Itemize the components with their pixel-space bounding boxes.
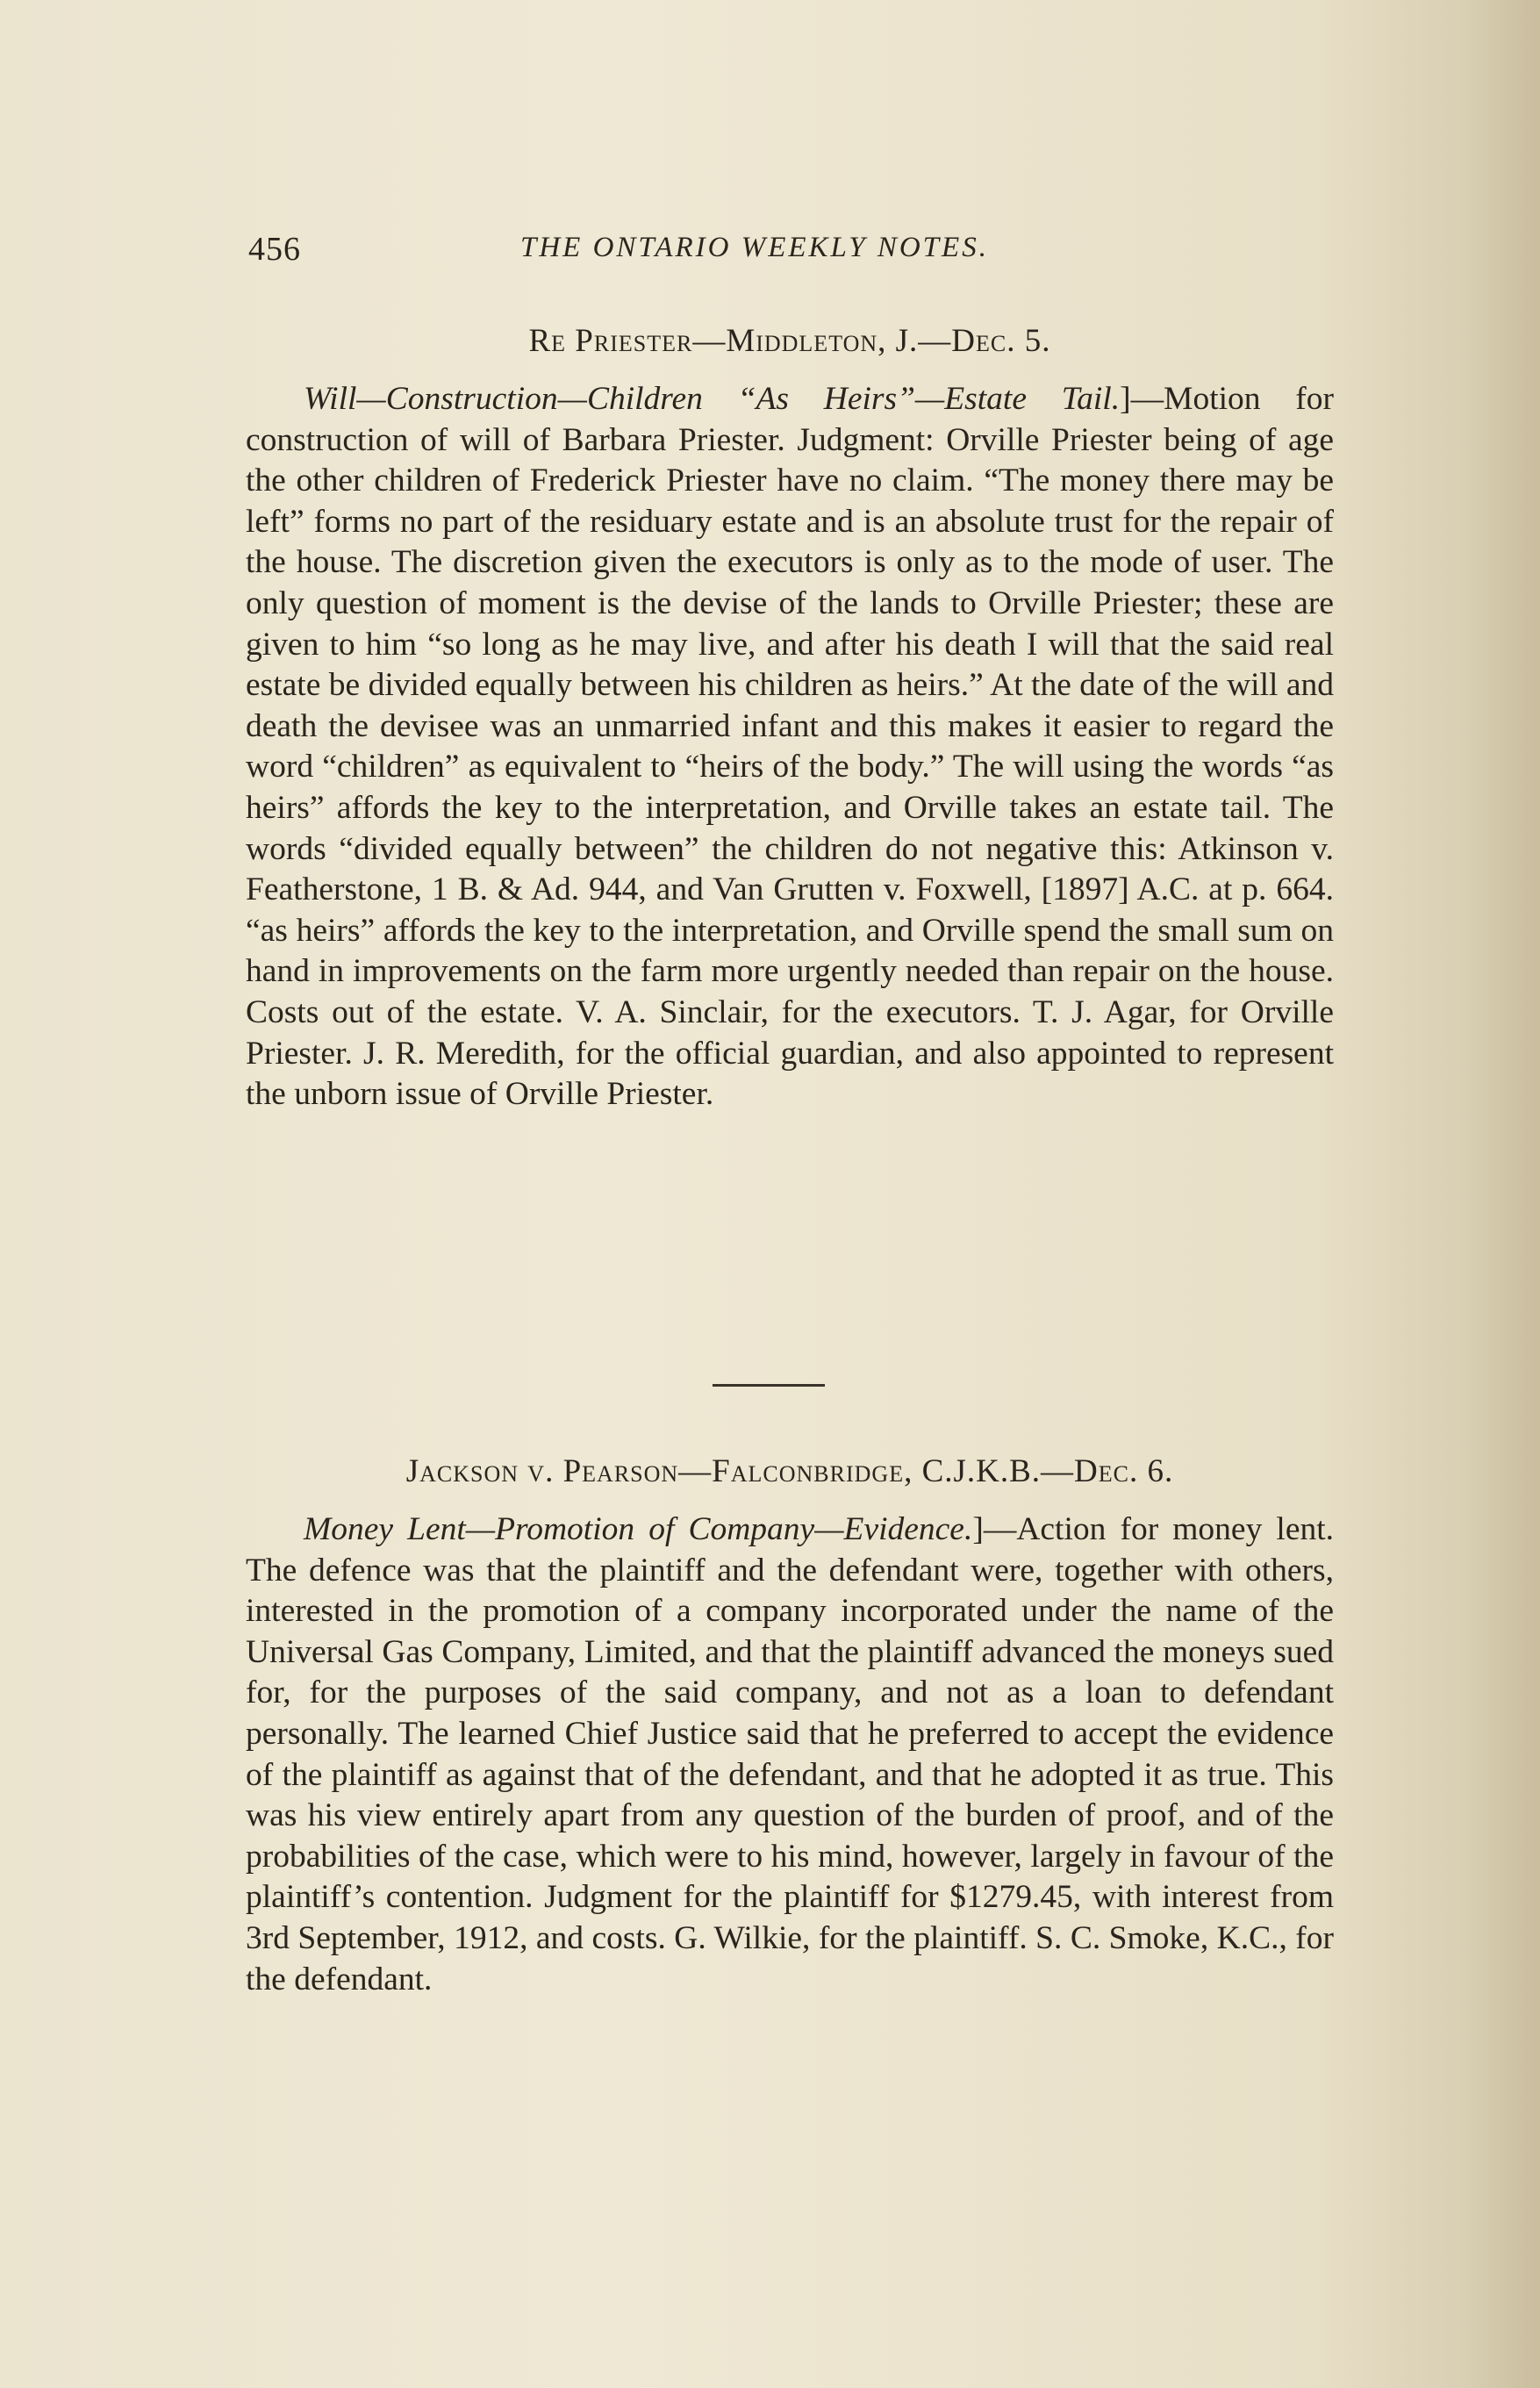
case-jackson-v-pearson xyxy=(246,1452,1334,2000)
case-text: ]—Action for money lent. The defence was that the plaintiff and the defendant were, together with others, interested in the promotion of a company incorporated under the name of the Universal Gas Company, Limited, and that the plaintiff advanced the moneys sued for, for the purposes of the said company, and not as a loan to defendant personally. The learned Chief Justice said that he preferred to accept the evidence of the plaintiff as against that of the defendant, and that he adopted it as true. This was his view entirely apart from any question of the burden of proof, and of the probabilities of the case, which were to his mind, however, largely in favour of the plaintiff’s contention. Judgment for the plaintiff for $1279.45, with interest from 3rd September, 1912, and costs. G. Wilkie, for the plaintiff. S. C. Smoke, K.C., for the defendant. xyxy=(246,1511,1335,1997)
case-title: Jackson v. Pearson—Falconbridge, C.J.K.B.—Dec. 6. xyxy=(405,1453,1174,1489)
case-catchwords: Will—Construction—Children “As Heirs”—Estate Tail. xyxy=(304,381,1121,417)
page-number: 456 xyxy=(248,231,301,268)
case-catchwords: Money Lent—Promotion of Company—Evidence. xyxy=(304,1511,973,1547)
case-body xyxy=(246,1510,1334,2000)
case-text: ]—Motion for construction of will of Barbara Priester. Judgment: Orville Priester being of age the other children of Frederick Priester have no claim. “The money there may be left” forms no part of the residuary estate and is an absolute trust for the repair of the house. The discretion given the executors is only as to the mode of user. The only question of moment is the devise of the lands to Orville Priester; these are given to him “so long as he may live, and after his death I will that the said real estate be divided equally between his children as heirs.” At the date of the will and death the devisee was an unmarried infant and this makes it easier to regard the word “children” as equivalent to “heirs of the body.” The will using the words “as heirs” affords the key to the interpretation, and Orville takes an estate tail. The words “divided equally between” the children do not negative this: Atkinson v. Featherstone, 1 B. & Ad. 944, and Van Grutten v. Foxwell, [1897] A.C. at p. 664. “as heirs” affords the key to the interpretation, and Orville spend the small sum on hand in improvements on the farm more urgently needed than repair on the house. Costs out of the estate. V. A. Sinclair, for the executors. T. J. Agar, for Orville Priester. J. R. Meredith, for the official guardian, and also appointed to represent the unborn issue of Orville Priester. xyxy=(246,381,1334,1113)
case-title: Re Priester—Middleton, J.—Dec. 5. xyxy=(528,323,1051,359)
section-divider xyxy=(713,1384,825,1387)
page-header xyxy=(248,230,1328,283)
running-head: THE ONTARIO WEEKLY NOTES. xyxy=(520,232,989,263)
case-body xyxy=(246,379,1334,1115)
case-re-priester xyxy=(246,322,1334,1115)
